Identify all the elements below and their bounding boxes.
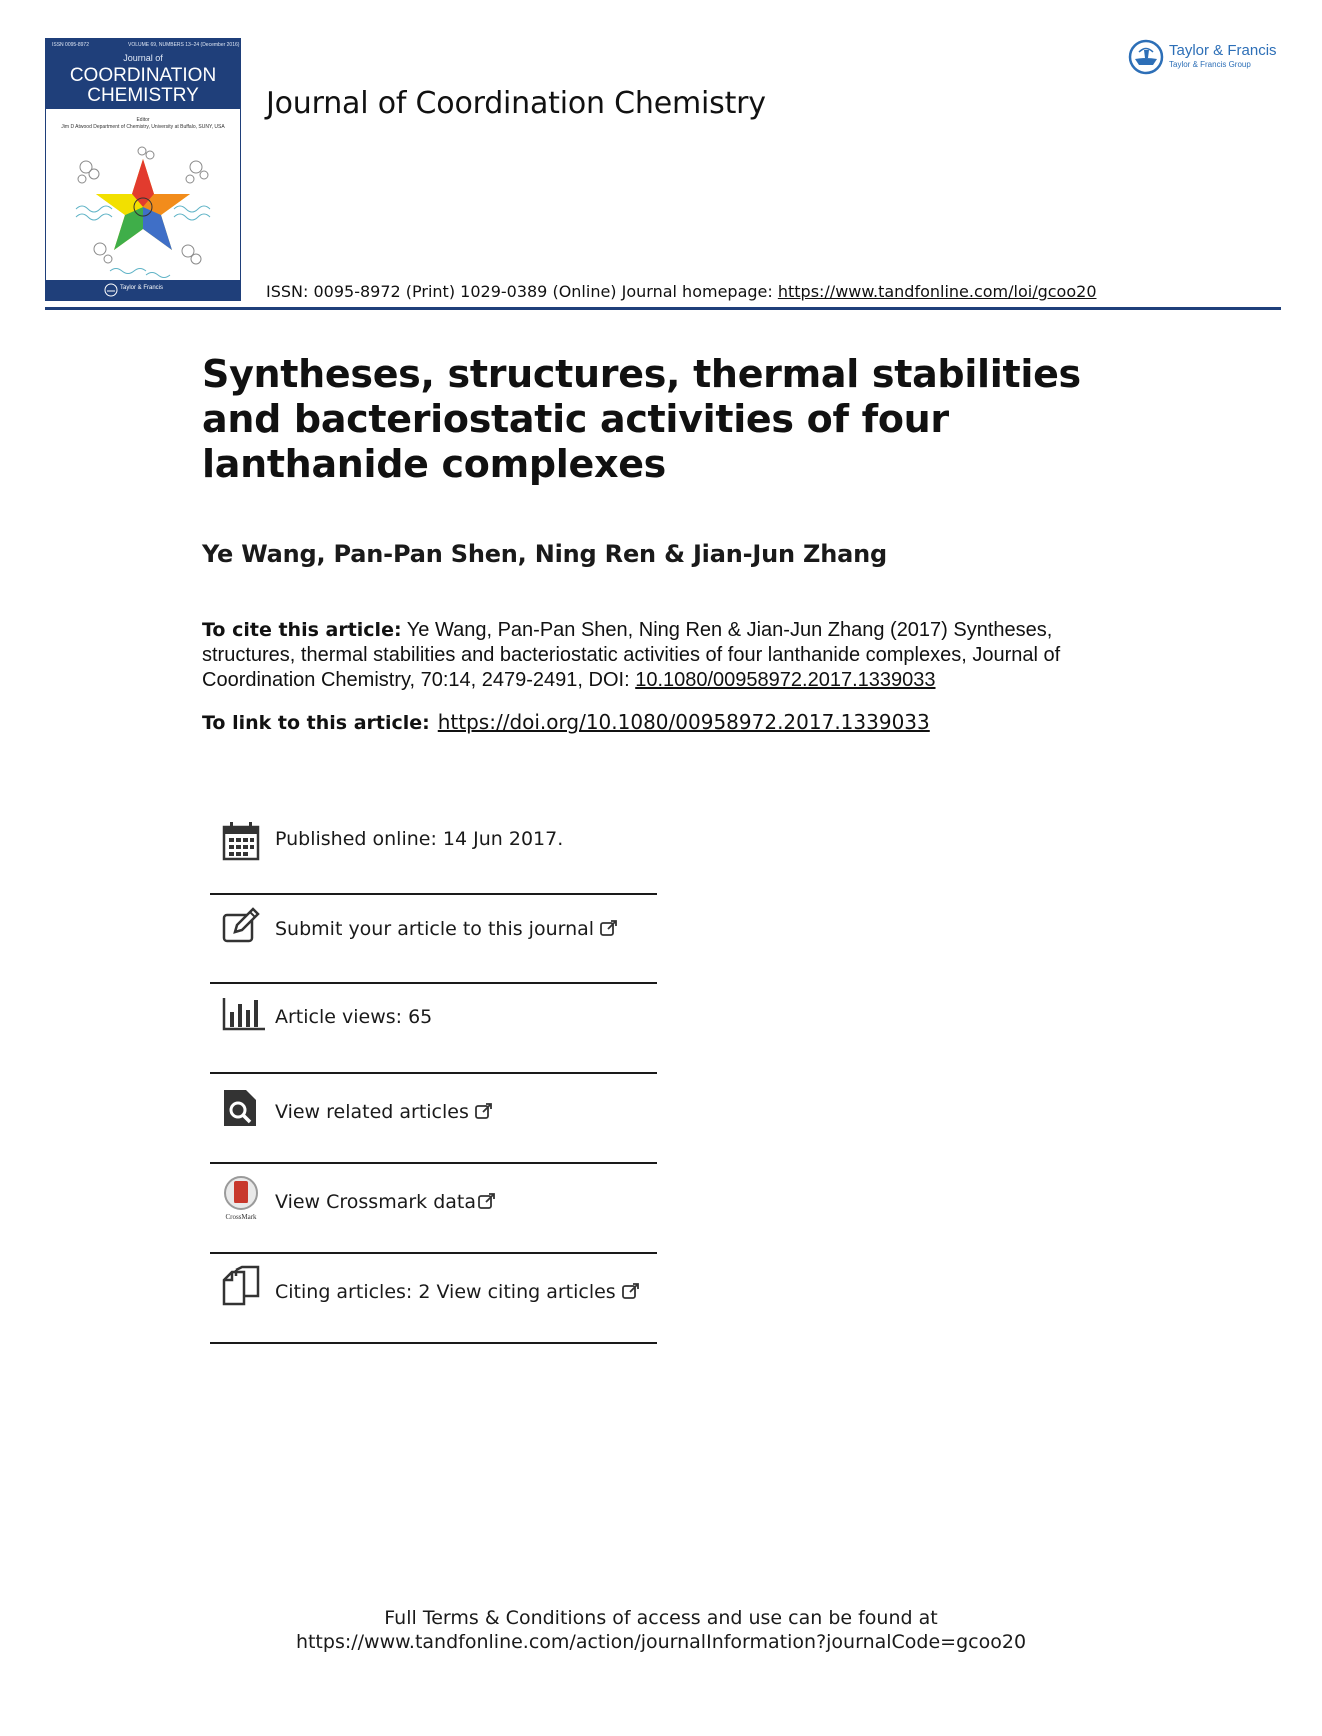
citing-articles-icon: [222, 1266, 260, 1306]
row-divider: [210, 1342, 657, 1344]
edit-icon: [222, 907, 260, 947]
cite-doi-link[interactable]: 10.1080/00958972.2017.1339033: [635, 669, 936, 691]
citing-articles-link[interactable]: [275, 1281, 640, 1303]
article-authors: Ye Wang, Pan-Pan Shen, Ning Ren & Jian-Jun Zhang: [202, 540, 887, 568]
external-link-icon: [622, 1282, 640, 1300]
publisher-group: Taylor & Francis Group: [1169, 60, 1251, 69]
external-link-icon: [475, 1102, 493, 1120]
link-label: To link to this article:: [202, 712, 430, 734]
cover-issn: ISSN 0095-8972: [52, 42, 89, 48]
published-online-row: [210, 808, 657, 897]
journal-homepage-link[interactable]: https://www.tandfonline.com/loi/gcoo20: [777, 282, 1097, 301]
related-articles-row[interactable]: [210, 1074, 657, 1163]
article-title: Syntheses, structures, thermal stabilities and bacteriostatic activities of four lanthanide complexes: [202, 352, 1081, 486]
submit-article-label: Submit your article to this journal: [275, 918, 595, 940]
cite-label: To cite this article:: [202, 619, 402, 641]
related-articles-link[interactable]: [275, 1101, 493, 1123]
header-divider: [45, 307, 1281, 310]
bar-chart-icon: [222, 994, 260, 1034]
journal-title: Journal of Coordination Chemistry: [266, 86, 766, 121]
citing-articles-label: Citing articles: 2 View citing articles: [275, 1281, 616, 1303]
cite-text: Ye Wang, Pan-Pan Shen, Ning Ren & Jian-Jun Zhang (2017) Syntheses, structures, thermal stabilities and bacteriostatic activities of four lanthanide complexes, Journal of Coordination Chemistry, 70:14, 2479-2491, DOI:: [202, 619, 1061, 691]
external-link-icon: [478, 1192, 496, 1210]
issn-line: [266, 282, 1097, 301]
related-articles-label: View related articles: [275, 1101, 469, 1123]
article-doi-link[interactable]: https://doi.org/10.1080/00958972.2017.1339033: [437, 710, 930, 734]
article-views-label: Article views: 65: [275, 1006, 433, 1028]
terms-line1: Full Terms & Conditions of access and use can be found at: [384, 1607, 938, 1629]
cover-journal-of: Journal of: [123, 53, 163, 63]
cover-footer-band: [46, 280, 240, 300]
submit-article-link[interactable]: [275, 918, 618, 940]
crossmark-icon: [220, 1175, 258, 1221]
cover-star-illustration: [46, 39, 240, 300]
citation-block: [202, 618, 1122, 693]
published-online-label: Published online: 14 Jun 2017.: [275, 828, 564, 850]
search-document-icon: [222, 1088, 260, 1128]
cover-editor-label: Editor: [136, 117, 150, 123]
terms-footer: [0, 1606, 1322, 1654]
publisher-logo[interactable]: [1127, 38, 1287, 78]
cover-title-line1: COORDINATION: [69, 65, 217, 86]
cover-publisher: Taylor & Francis: [120, 285, 164, 291]
citing-articles-row[interactable]: [210, 1254, 657, 1343]
taylor-francis-logo-icon: [1127, 38, 1165, 76]
cover-title-line2: CHEMISTRY: [87, 85, 199, 106]
article-link-line: [202, 710, 930, 734]
external-link-icon: [600, 919, 618, 937]
cover-volume: VOLUME 69, NUMBERS 13–24 (December 2016): [128, 42, 240, 48]
cover-editor-text: Jim D Atwood Department of Chemistry, University at Buffalo, SUNY, USA: [61, 124, 225, 130]
calendar-icon: [222, 821, 260, 861]
crossmark-row[interactable]: [210, 1164, 657, 1253]
journal-cover-image: [45, 38, 241, 301]
article-views-row: [210, 984, 657, 1073]
crossmark-label: View Crossmark data: [275, 1191, 477, 1213]
terms-url-link[interactable]: https://www.tandfonline.com/action/journalInformation?journalCode=gcoo20: [295, 1631, 1027, 1653]
submit-article-row[interactable]: [210, 895, 657, 984]
issn-text: ISSN: 0095-8972 (Print) 1029-0389 (Online) Journal homepage:: [266, 282, 778, 301]
cover-publisher-logo-icon: [104, 283, 118, 297]
publisher-name: Taylor & Francis: [1169, 42, 1277, 59]
crossmark-link[interactable]: [275, 1191, 496, 1213]
crossmark-caption: CrossMark: [225, 1213, 257, 1221]
